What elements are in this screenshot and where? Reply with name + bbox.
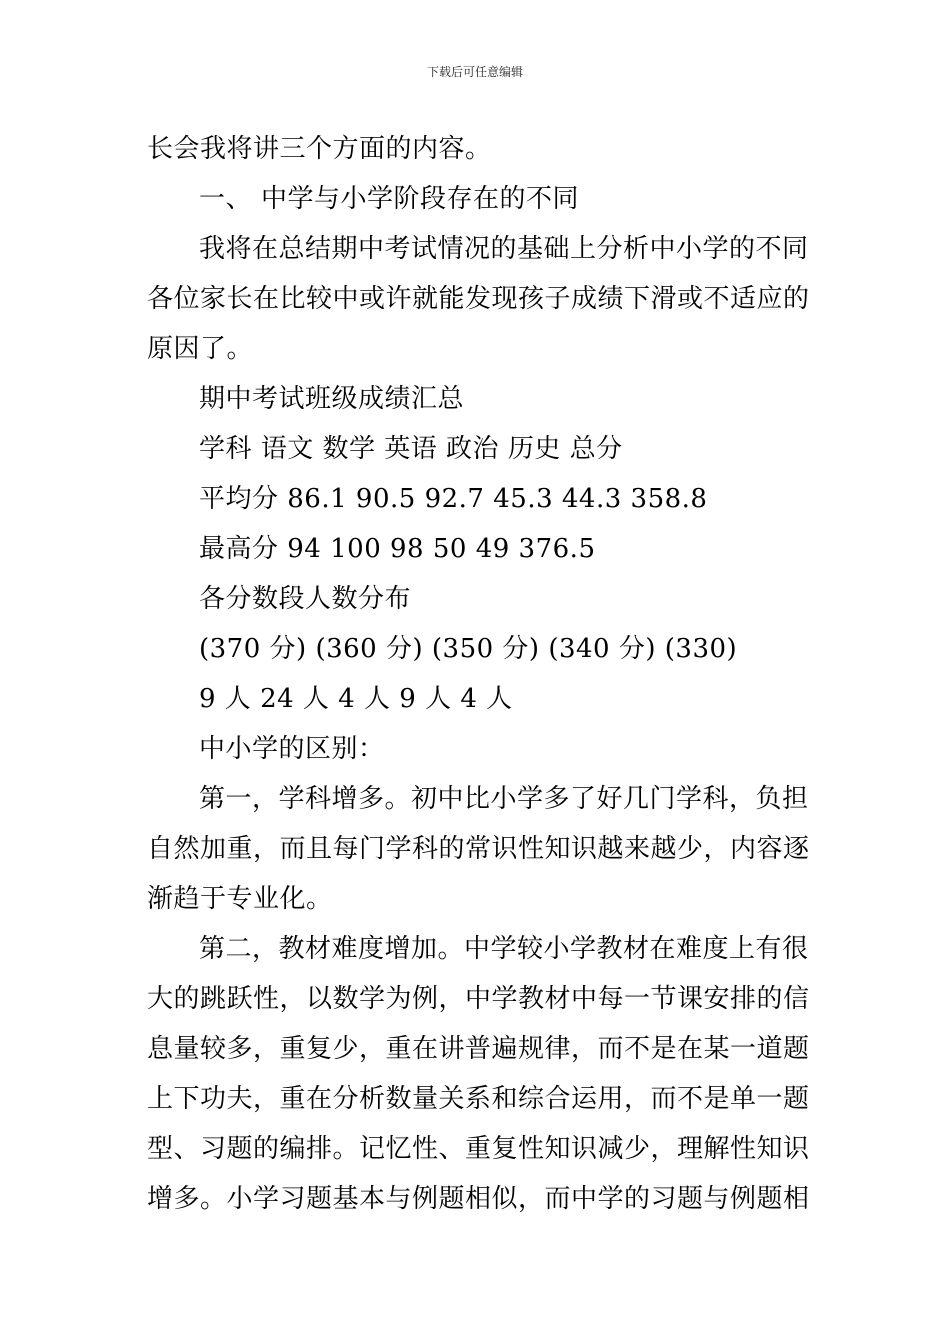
page-header-note: 下载后可任意编辑 <box>426 65 523 79</box>
paragraph-line: 渐趋于专业化。 <box>147 884 333 914</box>
score-max-row: 最高分 94 100 98 50 49 376.5 <box>199 534 596 564</box>
paragraph-line: 大的跳跃性，以数学为例，中学教材中每一节课安排的信 <box>147 984 810 1014</box>
paragraph-line: 型、习题的编排。记忆性、重复性知识减少，理解性知识 <box>147 1134 810 1164</box>
distribution-counts-row: 9 人 24 人 4 人 9 人 4 人 <box>199 684 513 714</box>
distribution-bands-row: (370 分) (360 分) (350 分) (340 分) (330) <box>199 634 738 664</box>
paragraph-line: 第二，教材难度增加。中学较小学教材在难度上有很 <box>199 934 809 964</box>
paragraph-line: 自然加重，而且每门学科的常识性知识越来越少，内容逐 <box>147 834 810 864</box>
score-header-row: 学科 语文 数学 英语 政治 历史 总分 <box>199 434 623 464</box>
paragraph-line: 上下功夫，重在分析数量关系和综合运用，而不是单一题 <box>147 1084 810 1114</box>
differences-title: 中小学的区别： <box>199 734 385 764</box>
section-number: 一、 <box>199 184 253 214</box>
score-average-row: 平均分 86.1 90.5 92.7 45.3 44.3 358.8 <box>199 484 708 514</box>
point-1-paragraph <box>147 774 817 924</box>
summary-title: 期中考试班级成绩汇总 <box>199 384 465 414</box>
paragraph-line: 各位家长在比较中或许就能发现孩子成绩下滑或不适应的 <box>147 284 810 314</box>
paragraph-1 <box>147 224 817 374</box>
score-table <box>147 424 817 574</box>
point-2-paragraph <box>147 924 817 1224</box>
paragraph-line: 第一，学科增多。初中比小学多了好几门学科，负担 <box>199 784 809 814</box>
paragraph-line: 我将在总结期中考试情况的基础上分析中小学的不同 <box>199 234 809 264</box>
paragraph-line: 原因了。 <box>147 334 254 364</box>
paragraph-line: 增多。小学习题基本与例题相似，而中学的习题与例题相 <box>147 1184 810 1214</box>
section-heading <box>147 174 817 224</box>
document-body <box>147 124 817 1224</box>
paragraph-line: 息量较多，重复少，重在讲普遍规律，而不是在某一道题 <box>147 1034 810 1064</box>
distribution-title: 各分数段人数分布 <box>199 584 412 614</box>
intro-tail-line: 长会我将讲三个方面的内容。 <box>147 134 492 164</box>
section-title: 中学与小学阶段存在的不同 <box>261 184 580 214</box>
score-distribution <box>147 574 817 724</box>
